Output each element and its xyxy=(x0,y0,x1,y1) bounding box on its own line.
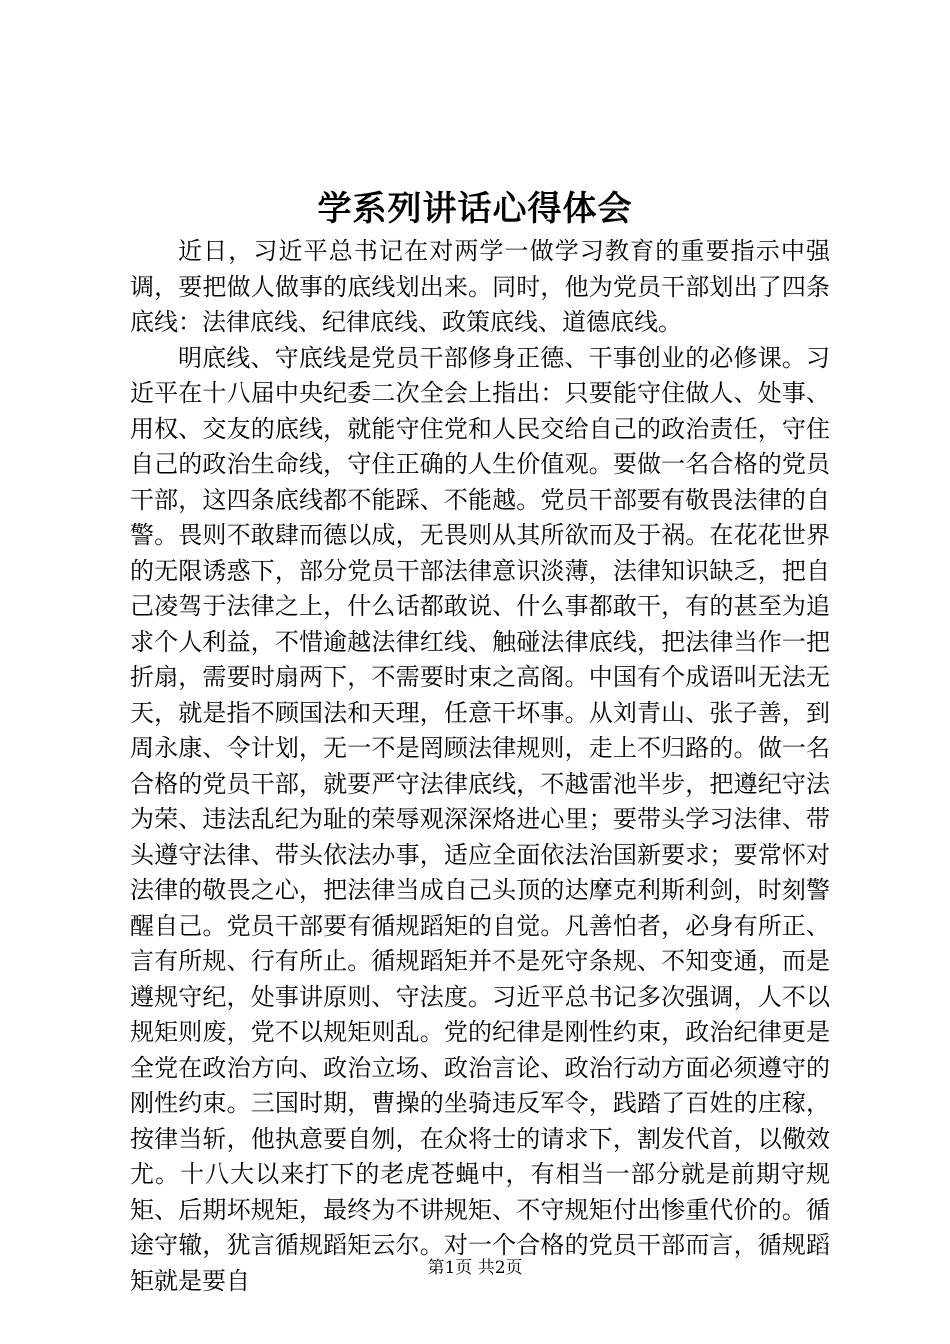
document-title: 学系列讲话心得体会 xyxy=(317,189,633,229)
paragraph-main: 明底线、守底线是党员干部修身正德、干事创业的必修课。习近平在十八届中央纪委二次全会上指出：只要能守住做人、处事、用权、交友的底线，就能守住党和人民交给自己的政治责任，守住自己的政治生命线，守住正确的人生价值观。要做一名合格的党员干部，这四条底线都不能踩、不能越。党员干部要有敬畏法律的自警。畏则不敢肆而德以成，无畏则从其所欲而及于祸。在花花世界的无限诱惑下，部分党员干部法律意识淡薄，法律知识缺乏，把自己凌驾于法律之上，什么话都敢说、什么事都敢干，有的甚至为追求个人利益，不惜逾越法律红线、触碰法律底线，把法律当作一把折扇，需要时扇两下，不需要时束之高阁。中国有个成语叫无法无天，就是指不顾国法和天理，任意干坏事。从刘青山、张子善，到周永康、令计划，无一不是罔顾法律规则，走上不归路的。做一名合格的党员干部，就要严守法律底线，不越雷池半步，把遵纪守法为荣、违法乱纪为耻的荣辱观深深烙进心里；要带头学习法律、带头遵守法律、带头依法办事，适应全面依法治国新要求；要常怀对法律的敬畏之心，把法律当成自己头顶的达摩克利斯利剑，时刻警醒自己。党员干部要有循规蹈矩的自觉。凡善怕者，必身有所正、言有所规、行有所止。循规蹈矩并不是死守条规、不知变通，而是遵规守纪，处事讲原则、守法度。习近平总书记多次强调，人不以规矩则废，党不以规矩则乱。党的纪律是刚性约束，政治纪律更是全党在政治方向、政治立场、政治言论、政治行动方面必须遵守的刚性约束。三国时期，曹操的坐骑违反军令，践踏了百姓的庄稼，按律当斩，他执意要自刎，在众将士的请求下，割发代首，以儆效尤。十八大以来打下的老虎苍蝇中，有相当一部分就是前期守规矩、后期坏规矩，最终为不讲规矩、不守规矩付出惨重代价的。循途守辙，犹言循规蹈矩云尔。对一个合格的党员干部而言，循规蹈矩就是要自 xyxy=(130,343,830,1295)
page-number-footer: 第1页 共2页 xyxy=(427,1258,523,1278)
document-body xyxy=(130,234,830,1299)
paragraph-intro: 近日，习近平总书记在对两学一做学习教育的重要指示中强调，要把做人做事的底线划出来。同时，他为党员干部划出了四条底线：法律底线、纪律底线、政策底线、道德底线。 xyxy=(130,237,830,336)
